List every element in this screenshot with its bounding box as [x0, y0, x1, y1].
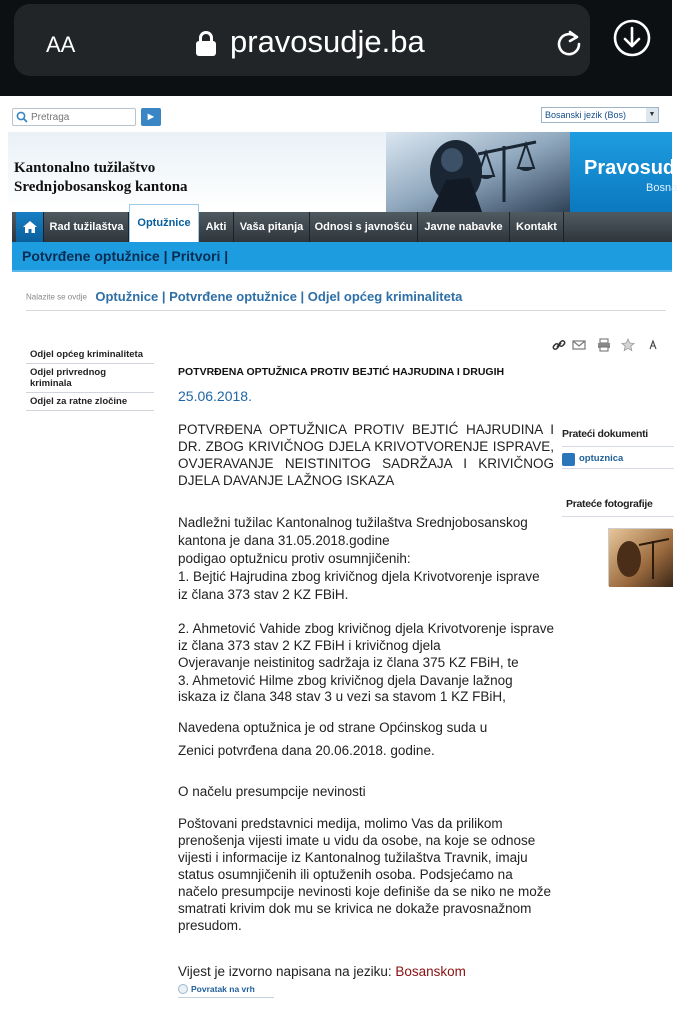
main-nav — [8, 212, 672, 242]
related-doc-item[interactable] — [562, 452, 674, 468]
article-text: iskaza iz člana 348 stav 3 u vezi sa stavom 1 KZ FBiH, — [178, 689, 506, 704]
search-icon — [16, 111, 28, 123]
home-icon — [22, 220, 38, 234]
text-size-icon[interactable] — [646, 338, 660, 352]
lock-icon — [196, 31, 216, 55]
article-text: Navedena optužnica je od strane Općinskog suda u — [178, 720, 488, 735]
article-text: podigao optužnicu protiv osumnjičenih: — [178, 551, 411, 566]
presumption-heading: O načelu presumpcije nevinosti — [178, 784, 366, 799]
star-icon[interactable] — [621, 338, 635, 352]
language-select[interactable] — [541, 107, 659, 123]
brand-name: Pravosud — [584, 157, 676, 179]
browser-chrome — [0, 0, 672, 96]
justice-statue-image — [386, 132, 574, 212]
photo-thumbnail[interactable] — [608, 528, 672, 586]
leftnav-item-opci-kriminalitet[interactable]: Odjel općeg kriminaliteta — [26, 346, 154, 364]
article-text: 1. Bejtić Hajrudina zbog krivičnog djela Krivotvorenje isprave — [178, 569, 540, 584]
article-text: iz člana 373 stav 2 KZ FBiH. — [178, 587, 349, 602]
nav-odnosi-s-javnoscu[interactable]: Odnosi s javnošću — [310, 212, 418, 242]
article-text: Ovjeravanje neistinitog sadržaja iz člana 375 KZ FBiH, te — [178, 655, 519, 670]
search-submit-button[interactable]: ► — [141, 108, 161, 126]
article-lead: POTVRĐENA OPTUŽNICA PROTIV BEJTIĆ HAJRUDINA I DR. ZBOG KRIVIČNOG DJELA KRIVOTVORENJE ISPRAVE, OVJERAVANJE NEISTINITOG SADRŽAJA I KRIVIČNOG DJELA DAVANJE LAŽNOG ISKAZA — [178, 422, 554, 488]
media-notice: Poštovani predstavnici medija, molimo Vas da prilikom prenošenja vijesti imate u vidu da osobe, na koje se odnose vijesti i informacije iz Kantonalnog tužilaštva Travnik, imaju status osumnjičenih ili optuženih osoba. Podsjećamo na načelo presumpcije nevinosti koje definiše da se niko ne može smatrati krivim dok mu se krivica ne dokaže pravosnažnom presudom. — [178, 816, 551, 933]
nav-optuznice[interactable]: Optužnice — [129, 204, 199, 242]
brand-sub: Bosna — [646, 182, 677, 194]
leftnav-item-privredni-kriminal[interactable]: Odjel privrednog kriminala — [26, 364, 154, 393]
reload-icon[interactable] — [554, 28, 584, 58]
brand-logo — [570, 132, 677, 212]
related-doc-label: optuznica — [579, 453, 624, 464]
divider — [562, 516, 674, 517]
article-text: 2. Ahmetović Vahide zbog krivičnog djela Krivotvorenje isprave iz člana 373 stav 2 KZ FBiH i krivičnog djela — [178, 621, 554, 653]
url-domain[interactable]: pravosudje.ba — [230, 24, 425, 59]
search-box[interactable] — [12, 108, 136, 126]
email-icon[interactable] — [572, 338, 586, 352]
divider — [26, 310, 666, 311]
link-icon[interactable] — [552, 338, 566, 352]
divider — [562, 468, 674, 469]
site-banner — [8, 132, 677, 212]
article-text: Zenici potvrđena dana 20.06.2018. godine. — [178, 743, 435, 758]
search-input[interactable] — [31, 110, 131, 124]
original-language-note — [178, 963, 554, 980]
arrow-up-icon — [178, 984, 188, 994]
breadcrumb-path[interactable]: Optužnice | Potvrđene optužnice | Odjel općeg kriminaliteta — [95, 289, 463, 305]
org-name-line2: Srednjobosanskog kantona — [14, 179, 188, 195]
article-text: Nadležni tužilac Kantonalnog tužilaštva Srednjobosanskog — [178, 515, 528, 530]
breadcrumb-label: Nalazite se ovdje — [26, 292, 87, 302]
leftnav-item-ratni-zlocini[interactable]: Odjel za ratne zločine — [26, 393, 154, 411]
divider — [178, 997, 274, 998]
back-to-top-label: Povratak na vrh — [191, 984, 255, 994]
left-nav — [26, 346, 154, 411]
text-size-button[interactable]: AA — [46, 32, 76, 57]
top-bar — [8, 98, 672, 132]
nav-akti[interactable]: Akti — [199, 212, 234, 242]
sub-nav-links[interactable]: Potvrđene optužnice | Pritvori | — [22, 248, 229, 264]
nav-kontakt[interactable]: Kontakt — [510, 212, 564, 242]
web-page — [8, 98, 677, 1024]
print-icon[interactable] — [597, 338, 611, 352]
org-name-line1: Kantonalno tužilaštvo — [14, 160, 156, 176]
nav-vasa-pitanja[interactable]: Vaša pitanja — [234, 212, 310, 242]
original-language-link[interactable]: Bosanskom — [395, 964, 466, 979]
nav-javne-nabavke[interactable]: Javne nabavke — [418, 212, 510, 242]
related-docs-heading: Prateći dokumenti — [562, 428, 674, 447]
chevron-down-icon: ▼ — [646, 108, 658, 122]
download-icon[interactable] — [612, 18, 652, 58]
nav-home[interactable] — [16, 212, 44, 242]
address-bar[interactable] — [14, 4, 590, 76]
article-date: 25.06.2018. — [178, 388, 252, 404]
article-title: POTVRĐENA OPTUŽNICA PROTIV BEJTIĆ HAJRUDINA I DRUGIH — [178, 366, 505, 378]
related-photos-heading: Prateće fotografije — [566, 498, 653, 510]
document-icon — [562, 453, 575, 466]
justice-thumbnail-image — [609, 529, 673, 587]
sub-navigation — [12, 242, 672, 272]
article-toolbar — [552, 338, 672, 354]
language-value: Bosanski jezik (Bos) — [545, 110, 627, 120]
original-language-prefix: Vijest je izvorno napisana na jeziku: — [178, 964, 396, 979]
nav-rad-tuzilastva[interactable]: Rad tužilaštva — [45, 212, 129, 242]
breadcrumb — [26, 288, 462, 306]
back-to-top-link[interactable] — [178, 984, 255, 995]
article-text: kantona je dana 31.05.2018.godine — [178, 533, 390, 548]
article-text: 3. Ahmetović Hilme zbog krivičnog djela Davanje lažnog — [178, 673, 513, 688]
nav-bar — [12, 212, 672, 242]
